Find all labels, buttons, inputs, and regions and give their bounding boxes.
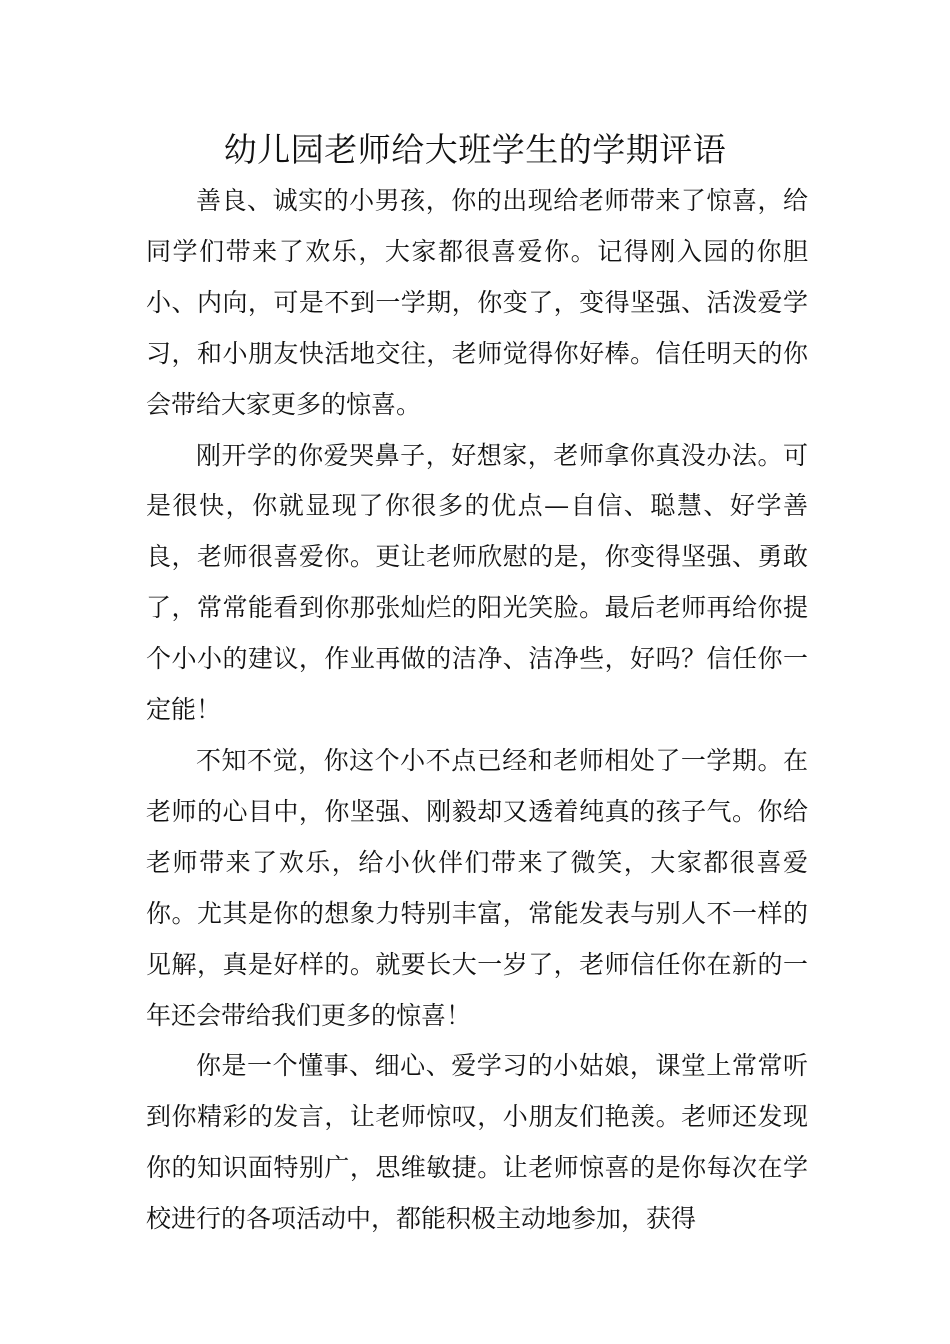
paragraph-4: 你是一个懂事、细心、爱学习的小姑娘，课堂上常常听到你精彩的发言，让老师惊叹，小朋友们艳羡。老师还发现你的知识面特别广，思维敏捷。让老师惊喜的是你每次在学校进行的各项活动中，都能积极主动地参加，获得 [146, 1051, 808, 1234]
paragraph-3: 不知不觉，你这个小不点已经和老师相处了一学期。在老师的心目中，你坚强、刚毅却又透着纯真的孩子气。你给老师带来了欢乐，给小伙伴们带来了微笑，大家都很喜爱你。尤其是你的想象力特别丰富，常能发表与别人不一样的见解，真是好样的。就要长大一岁了，老师信任你在新的一年还会带给我们更多的惊喜！ [146, 745, 808, 1030]
paragraph-2: 刚开学的你爱哭鼻子，好想家，老师拿你真没办法。可是很快，你就显现了你很多的优点—自信、聪慧、好学善良，老师很喜爱你。更让老师欣慰的是，你变得坚强、勇敢了，常常能看到你那张灿烂的阳光笑脸。最后老师再给你提个小小的建议，作业再做的洁净、洁净些，好吗？信任你一定能！ [146, 440, 808, 725]
paragraph-1: 善良、诚实的小男孩，你的出现给老师带来了惊喜，给同学们带来了欢乐，大家都很喜爱你。记得刚入园的你胆小、内向，可是不到一学期，你变了，变得坚强、活泼爱学习，和小朋友快活地交往，老师觉得你好棒。信任明天的你会带给大家更多的惊喜。 [146, 186, 808, 419]
document-body [146, 176, 808, 1245]
document-title: 幼儿园老师给大班学生的学期评语 [223, 130, 727, 169]
